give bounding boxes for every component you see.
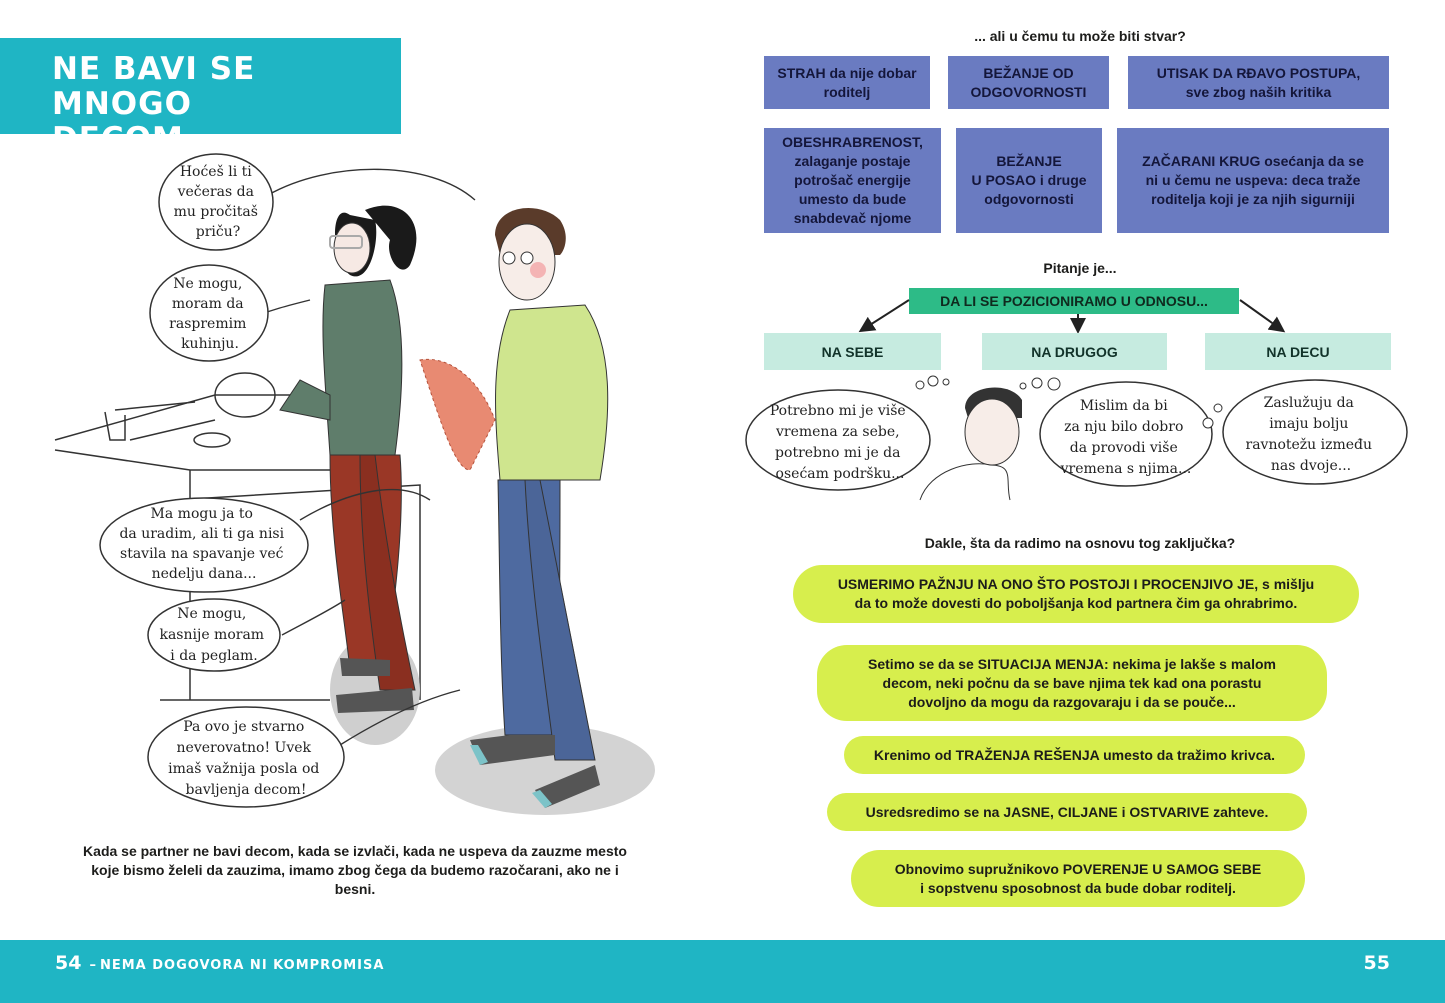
speech-bubble-2 <box>150 265 268 361</box>
chapter-name: NEMA DOGOVORA NI KOMPROMISA <box>99 958 385 973</box>
problem-box-work-escape <box>956 128 1102 233</box>
conclusion-heading: Dakle, šta da radimo na osnovu tog zaključka? <box>924 535 1236 551</box>
speech-bubble-3 <box>100 498 308 592</box>
action-line: decom, neki počnu da se bave njima tek kad ona porastu <box>882 674 1262 691</box>
option-children: NA DECU <box>1205 333 1391 370</box>
bubble-2-line: moram da <box>171 296 244 312</box>
problem-line: ODGOVORNOSTI <box>970 83 1087 100</box>
problem-line: BEŽANJE <box>996 153 1062 169</box>
man-figure <box>420 208 608 808</box>
speech-bubble-1 <box>159 154 273 250</box>
thought-other-line: Mislim da bi <box>1079 398 1168 414</box>
bubble-2-line: kuhinju. <box>181 336 239 352</box>
bubble-1-line: večeras da <box>177 184 254 200</box>
chapter-title-band <box>0 38 401 157</box>
footer-separator: – <box>89 958 96 973</box>
problem-line: umesto da bude <box>798 191 907 207</box>
thought-self-line: osećam podršku... <box>775 466 905 482</box>
option-other: NA DRUGOG <box>982 333 1167 370</box>
problem-line: BEŽANJE OD <box>983 64 1074 81</box>
action-line: da to može dovesti do poboljšanja kod partnera čim ga ohrabrimo. <box>854 595 1298 611</box>
problem-line: snabdevač njome <box>793 210 912 226</box>
left-page-number: 54 <box>55 952 82 974</box>
bubble-5-line: Pa ovo je stvarno <box>183 719 305 735</box>
question-heading: ... ali u čemu tu može biti stvar? <box>974 28 1186 44</box>
bubble-4-line: kasnije moram <box>159 627 265 643</box>
problem-line: U POSAO i druge <box>971 172 1087 188</box>
problem-box-avoidance <box>948 56 1109 109</box>
speech-bubble-4 <box>148 599 280 671</box>
action-pill-requests <box>827 793 1307 831</box>
thought-bubble-children <box>1203 380 1407 484</box>
branch-arrows <box>740 280 1420 340</box>
thought-children-line: Zaslužuju da <box>1263 395 1354 411</box>
thought-other-line: da provodi više <box>1069 440 1178 456</box>
thought-bubble-other <box>1020 378 1212 486</box>
bubble-1-line: priču? <box>195 224 241 240</box>
thought-self-line: Potrebno mi je više <box>769 403 906 419</box>
problem-box-vicious-circle <box>1117 128 1389 233</box>
thought-bubble-self <box>746 376 949 490</box>
bubble-2-line: raspremim <box>169 316 247 332</box>
problem-line: potrošač energije <box>794 172 911 188</box>
action-line: Usredsredimo se na JASNE, CILJANE i OSTVARIVE zahteve. <box>865 803 1269 820</box>
thought-children-line: nas dvoje... <box>1270 458 1352 474</box>
bubble-2-line: Ne mogu, <box>173 276 243 292</box>
thought-self-line: vremena za sebe, <box>775 424 900 440</box>
pitanje-label: Pitanje je... <box>1043 260 1117 276</box>
thought-children-line: ravnotežu između <box>1245 437 1373 453</box>
problem-box-impression <box>1128 56 1389 109</box>
action-line: USMERIMO PAŽNJU NA ONO ŠTO POSTOJI I PROCENJIVO JE, s mišlju <box>837 576 1315 592</box>
problem-line: zalaganje postaje <box>794 153 911 169</box>
comic-illustration <box>0 140 720 840</box>
chapter-title-line2: DECOM <box>52 121 184 157</box>
bubble-5-line: neverovatno! Uvek <box>176 740 312 756</box>
problem-line: ni u čemu ne uspeva: deca traže <box>1145 172 1361 188</box>
thought-other-line: za nju bilo dobro <box>1064 419 1184 435</box>
bubble-3-line: nedelju dana... <box>151 566 257 582</box>
chapter-title-line1: NE BAVI SE MNOGO <box>52 51 256 122</box>
action-line: i sopstvenu sposobnost da bude dobar roditelj. <box>920 879 1236 896</box>
bubble-3-line: stavila na spavanje već <box>120 546 284 562</box>
bubble-4-line: Ne mogu, <box>177 606 247 622</box>
thought-other-line: vremena s njima... <box>1060 461 1192 477</box>
left-footer <box>55 952 384 974</box>
problem-line: odgovornosti <box>984 191 1074 207</box>
bubble-3-line: da uradim, ali ti ga nisi <box>119 526 285 542</box>
woman-figure <box>280 206 416 713</box>
action-line: dovoljno da mogu da razgovaraju i da se pouče... <box>908 693 1236 710</box>
problem-box-discouragement <box>764 128 941 233</box>
problem-line: OBESHRABRENOST, <box>782 134 923 150</box>
bubble-5-line: bavljenja decom! <box>185 782 307 798</box>
illustration-caption: Kada se partner ne bavi decom, kada se izvlači, kada ne uspeva da zauzme mesto koje bismo želeli da zauzima, imamo zbog čega da budemo razočarani, ako ne i besni. <box>83 843 627 897</box>
action-pill-confidence <box>851 850 1305 907</box>
page-footer <box>0 940 1445 1003</box>
speech-bubble-5 <box>148 707 344 807</box>
thought-bubbles <box>730 370 1430 510</box>
action-line: Obnovimo supružnikovo POVERENJE U SAMOG SEBE <box>894 860 1262 877</box>
bubble-1-line: Hoćeš li ti <box>179 164 252 180</box>
action-pill-situation <box>817 645 1327 721</box>
thought-children-line: imaju bolju <box>1269 416 1349 432</box>
action-line: Setimo se da se SITUACIJA MENJA: nekima je lakše s malom <box>868 655 1276 672</box>
option-self: NA SEBE <box>764 333 941 370</box>
problem-line: roditelj <box>823 83 871 100</box>
problem-line: ZAČARANI KRUG osećanja da se <box>1142 153 1364 169</box>
action-pill-attention <box>793 565 1359 623</box>
positioning-bar: DA LI SE POZICIONIRAMO U ODNOSU... <box>909 288 1239 314</box>
thought-self-line: potrebno mi je da <box>775 445 901 461</box>
action-pill-solutions <box>844 736 1305 774</box>
bubble-3-line: Ma mogu ja to <box>150 506 254 522</box>
problem-box-fear <box>764 56 930 109</box>
problem-line: STRAH da nije dobar <box>777 64 917 81</box>
bubble-4-line: i da peglam. <box>170 648 258 664</box>
action-line: Krenimo od TRAŽENJA REŠENJA umesto da tražimo krivca. <box>873 746 1276 763</box>
problem-line: sve zbog naših kritika <box>1185 83 1332 100</box>
right-page-number: 55 <box>1363 952 1390 974</box>
problem-line: roditelja koji je za njih sigurniji <box>1151 191 1355 207</box>
bubble-1-line: mu pročitaš <box>173 204 258 220</box>
bubble-5-line: imaš važnija posla od <box>168 761 320 777</box>
man-thinking-drawing <box>920 388 1022 500</box>
problem-line: UTISAK DA RĐAVO POSTUPA, <box>1156 64 1361 81</box>
